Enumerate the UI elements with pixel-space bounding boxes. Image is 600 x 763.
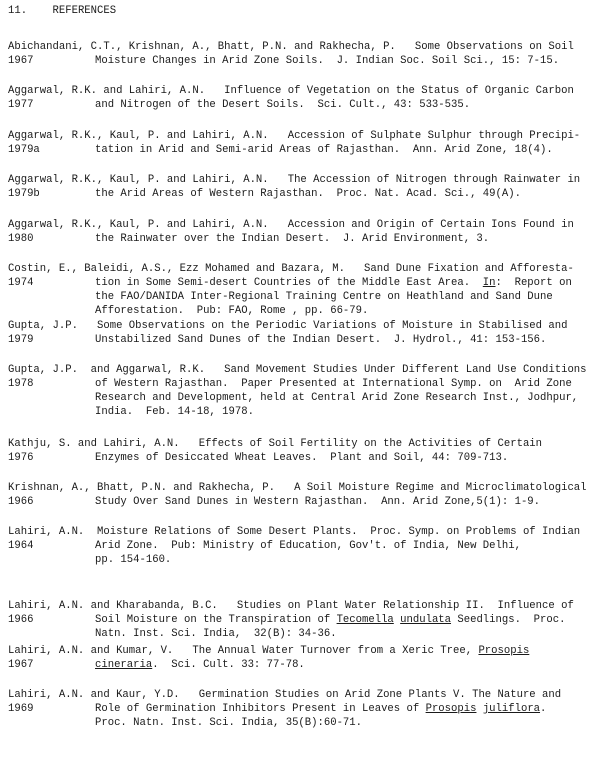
reference-entry bbox=[8, 40, 598, 68]
reference-continuation bbox=[95, 333, 546, 347]
reference-continuation bbox=[95, 539, 521, 553]
reference-line bbox=[8, 716, 598, 730]
reference-entry bbox=[8, 218, 598, 246]
reference-line bbox=[8, 232, 598, 246]
reference-continuation bbox=[95, 290, 553, 304]
reference-line bbox=[8, 613, 598, 627]
reference-text: Seedlings. Proc. bbox=[451, 614, 566, 626]
reference-year: 1979b bbox=[8, 188, 40, 200]
reference-entry bbox=[8, 599, 598, 641]
reference-entry bbox=[8, 262, 598, 318]
reference-continuation bbox=[95, 377, 572, 391]
underlined-term: Prosopis bbox=[425, 703, 477, 715]
reference-line bbox=[8, 702, 598, 716]
reference-text: the Arid Areas of Western Rajasthan. Proc. Nat. Acad. Sci., 49(A). bbox=[95, 188, 521, 200]
reference-line bbox=[8, 333, 598, 347]
reference-line bbox=[8, 644, 598, 658]
reference-text: Research and Development, held at Central Arid Zone Research Inst., Jodhpur, bbox=[95, 392, 579, 404]
reference-continuation bbox=[95, 232, 489, 246]
reference-text: Natn. Inst. Sci. India, 32(B): 34-36. bbox=[95, 628, 337, 640]
reference-continuation bbox=[95, 54, 559, 68]
reference-text: . Sci. Cult. 33: 77-78. bbox=[152, 659, 305, 671]
reference-line bbox=[8, 290, 598, 304]
reference-line bbox=[8, 525, 598, 539]
reference-line bbox=[8, 391, 598, 405]
reference-text: Study Over Sand Dunes in Western Rajasthan. Ann. Arid Zone,5(1): 1-9. bbox=[95, 496, 541, 508]
reference-entry bbox=[8, 84, 598, 112]
reference-year: 1969 bbox=[8, 703, 34, 715]
reference-line bbox=[8, 658, 598, 672]
reference-text: Proc. Natn. Inst. Sci. India, 35(B):60-71. bbox=[95, 717, 363, 729]
reference-text: Kathju, S. and Lahiri, A.N. Effects of Soil Fertility on the Activities of Certain bbox=[8, 438, 543, 450]
reference-year: 1967 bbox=[8, 659, 34, 671]
reference-year: 1967 bbox=[8, 55, 34, 67]
reference-entry bbox=[8, 319, 598, 347]
reference-year: 1980 bbox=[8, 233, 34, 245]
reference-line bbox=[8, 539, 598, 553]
reference-text: pp. 154-160. bbox=[95, 554, 172, 566]
reference-continuation bbox=[95, 451, 508, 465]
reference-line bbox=[8, 481, 598, 495]
reference-continuation bbox=[95, 143, 553, 157]
reference-line bbox=[8, 627, 598, 641]
reference-text: Aggarwal, R.K., Kaul, P. and Lahiri, A.N. Accession of Sulphate Sulphur through Precipi- bbox=[8, 130, 581, 142]
reference-line bbox=[8, 363, 598, 377]
reference-year: 1966 bbox=[8, 614, 34, 626]
reference-text: and Nitrogen of the Desert Soils. Sci. Cult., 43: 533-535. bbox=[95, 99, 471, 111]
reference-line bbox=[8, 143, 598, 157]
reference-text: of Western Rajasthan. Paper Presented at International Symp. on Arid Zone bbox=[95, 378, 572, 390]
reference-line bbox=[8, 495, 598, 509]
reference-text: tion in Some Semi-desert Countries of the Middle East Area. bbox=[95, 277, 483, 289]
reference-continuation bbox=[95, 553, 171, 567]
reference-line bbox=[8, 304, 598, 318]
underlined-term: juliflora bbox=[482, 703, 541, 715]
reference-continuation bbox=[95, 187, 521, 201]
reference-entry bbox=[8, 173, 598, 201]
reference-line bbox=[8, 276, 598, 290]
reference-text: Lahiri, A.N. and Kumar, V. The Annual Water Turnover from a Xeric Tree, bbox=[8, 645, 479, 657]
reference-text: Lahiri, A.N. and Kaur, Y.D. Germination Studies on Arid Zone Plants V. The Nature and bbox=[8, 689, 562, 701]
reference-text: Costin, E., Baleidi, A.S., Ezz Mohamed and Bazara, M. Sand Dune Fixation and Afforesta- bbox=[8, 263, 574, 275]
reference-entry bbox=[8, 363, 598, 419]
reference-continuation bbox=[95, 702, 546, 716]
reference-year: 1974 bbox=[8, 277, 34, 289]
underlined-term: cineraria bbox=[95, 659, 153, 671]
reference-text: . bbox=[540, 703, 547, 715]
reference-continuation bbox=[95, 304, 368, 318]
reference-line bbox=[8, 40, 598, 54]
reference-year: 1976 bbox=[8, 452, 34, 464]
reference-text: Role of Germination Inhibitors Present in Leaves of bbox=[95, 703, 426, 715]
reference-text: Arid Zone. Pub: Ministry of Education, Gov't. of India, New Delhi, bbox=[95, 540, 521, 552]
reference-year: 1964 bbox=[8, 540, 34, 552]
reference-text: Soil Moisture on the Transpiration of bbox=[95, 614, 337, 626]
reference-line bbox=[8, 688, 598, 702]
reference-line bbox=[8, 437, 598, 451]
reference-text: : Report on bbox=[495, 277, 572, 289]
reference-text: Gupta, J.P. and Aggarwal, R.K. Sand Movement Studies Under Different Land Use Conditions bbox=[8, 364, 587, 376]
reference-line bbox=[8, 451, 598, 465]
reference-continuation bbox=[95, 495, 540, 509]
reference-line bbox=[8, 98, 598, 112]
reference-entry bbox=[8, 644, 598, 672]
reference-entry bbox=[8, 481, 598, 509]
reference-text: Krishnan, A., Bhatt, P.N. and Rakhecha, P. A Soil Moisture Regime and Microclimatological bbox=[8, 482, 587, 494]
reference-text: the Rainwater over the Indian Desert. J. Arid Environment, 3. bbox=[95, 233, 490, 245]
reference-text: Enzymes of Desiccated Wheat Leaves. Plant and Soil, 44: 709-713. bbox=[95, 452, 509, 464]
reference-text: Afforestation. Pub: FAO, Rome , pp. 66-79. bbox=[95, 305, 369, 317]
reference-continuation bbox=[95, 391, 578, 405]
reference-text: the FAO/DANIDA Inter-Regional Training Centre on Heathland and Sand Dune bbox=[95, 291, 553, 303]
reference-line bbox=[8, 377, 598, 391]
underlined-term: undulata bbox=[400, 614, 452, 626]
reference-continuation bbox=[95, 658, 305, 672]
reference-text: India. Feb. 14-18, 1978. bbox=[95, 406, 254, 418]
reference-text: Aggarwal, R.K., Kaul, P. and Lahiri, A.N. Accession and Origin of Certain Ions Found in bbox=[8, 219, 574, 231]
reference-text: Unstabilized Sand Dunes of the Indian Desert. J. Hydrol., 41: 153-156. bbox=[95, 334, 547, 346]
underlined-term: In bbox=[482, 277, 496, 289]
reference-entry bbox=[8, 437, 598, 465]
reference-year: 1979 bbox=[8, 334, 34, 346]
reference-text: Gupta, J.P. Some Observations on the Periodic Variations of Moisture in Stabilised and bbox=[8, 320, 568, 332]
reference-text: Aggarwal, R.K. and Lahiri, A.N. Influence of Vegetation on the Status of Organic Carbon bbox=[8, 85, 574, 97]
underlined-term: Tecomella bbox=[336, 614, 394, 626]
reference-line bbox=[8, 129, 598, 143]
reference-continuation bbox=[95, 627, 337, 641]
reference-text: Lahiri, A.N. and Kharabanda, B.C. Studies on Plant Water Relationship II. Influence of bbox=[8, 600, 574, 612]
reference-continuation bbox=[95, 405, 254, 419]
reference-text: Moisture Changes in Arid Zone Soils. J. Indian Soc. Soil Sci., 15: 7-15. bbox=[95, 55, 560, 67]
reference-line bbox=[8, 218, 598, 232]
reference-line bbox=[8, 262, 598, 276]
reference-year: 1978 bbox=[8, 378, 34, 390]
reference-entry bbox=[8, 688, 598, 730]
reference-entry bbox=[8, 525, 598, 567]
reference-entry bbox=[8, 129, 598, 157]
reference-continuation bbox=[95, 98, 470, 112]
section-number: 11. bbox=[8, 5, 28, 17]
reference-continuation bbox=[95, 716, 362, 730]
reference-line bbox=[8, 319, 598, 333]
reference-line bbox=[8, 553, 598, 567]
reference-line bbox=[8, 84, 598, 98]
reference-continuation bbox=[95, 613, 565, 627]
reference-line bbox=[8, 54, 598, 68]
reference-text: Aggarwal, R.K., Kaul, P. and Lahiri, A.N. The Accession of Nitrogen through Rainwater in bbox=[8, 174, 581, 186]
reference-year: 1977 bbox=[8, 99, 34, 111]
reference-year: 1966 bbox=[8, 496, 34, 508]
reference-text: tation in Arid and Semi-arid Areas of Rajasthan. Ann. Arid Zone, 18(4). bbox=[95, 144, 553, 156]
reference-line bbox=[8, 173, 598, 187]
reference-line bbox=[8, 405, 598, 419]
reference-line bbox=[8, 599, 598, 613]
reference-text: Abichandani, C.T., Krishnan, A., Bhatt, P.N. and Rakhecha, P. Some Observations on Soil bbox=[8, 41, 574, 53]
reference-line bbox=[8, 187, 598, 201]
reference-text: Lahiri, A.N. Moisture Relations of Some Desert Plants. Proc. Symp. on Problems of Indian bbox=[8, 526, 581, 538]
underlined-term: Prosopis bbox=[478, 645, 530, 657]
section-title: REFERENCES bbox=[52, 5, 117, 17]
section-heading bbox=[8, 5, 116, 17]
reference-continuation bbox=[95, 276, 572, 290]
reference-year: 1979a bbox=[8, 144, 40, 156]
